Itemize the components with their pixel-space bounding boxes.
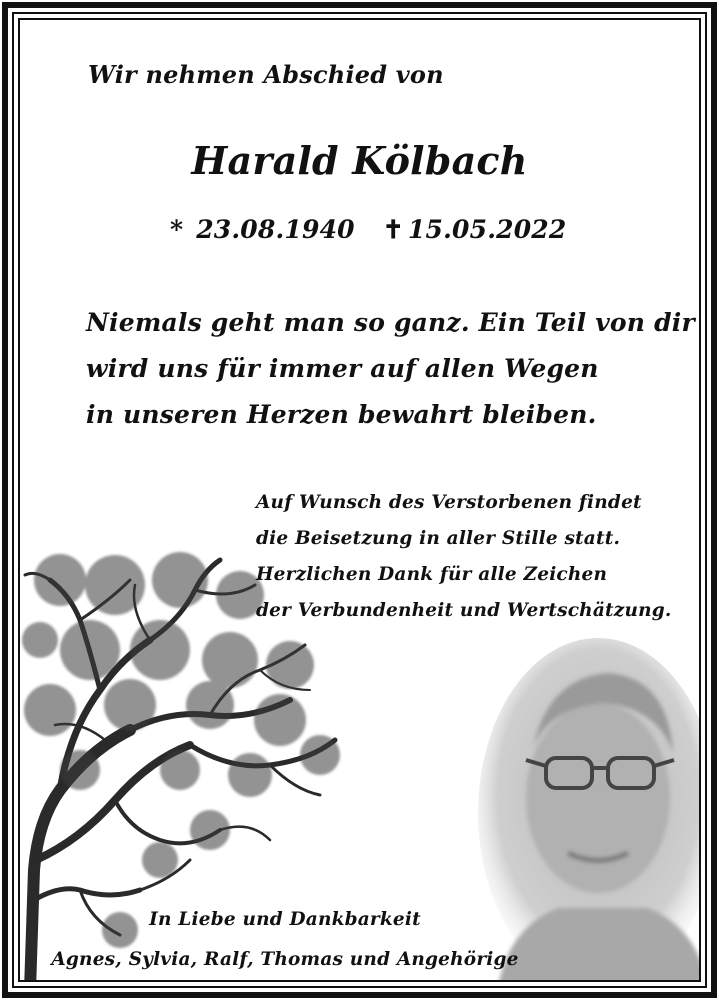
notice-line: die Beisetzung in aller Stille statt. (256, 528, 621, 549)
verse-line: in unseren Herzen bewahrt bleiben. (86, 400, 597, 429)
signatories-line: Agnes, Sylvia, Ralf, Thomas und Angehörige (51, 949, 519, 970)
verse-line: Niemals geht man so ganz. Ein Teil von dir (86, 308, 695, 337)
memorial-verse (86, 300, 695, 438)
deceased-name: Harald Kölbach (191, 138, 528, 183)
death-date: ✝ 15.05.2022 (382, 215, 567, 244)
life-dates (170, 215, 567, 244)
border-inner (18, 18, 701, 982)
notice-line: Herzlichen Dank für alle Zeichen (256, 564, 608, 585)
star-icon: * (170, 215, 184, 244)
funeral-notice (256, 485, 672, 629)
birth-date: * 23.08.1940 (170, 215, 355, 244)
intro-text: Wir nehmen Abschied von (88, 60, 444, 89)
notice-line: der Verbundenheit und Wertschätzung. (256, 600, 672, 621)
cross-icon: ✝ (382, 215, 404, 244)
notice-line: Auf Wunsch des Verstorbenen findet (256, 492, 642, 513)
signature-block (20, 900, 550, 980)
closing-line: In Liebe und Dankbarkeit (149, 909, 421, 930)
verse-line: wird uns für immer auf allen Wegen (86, 354, 599, 383)
